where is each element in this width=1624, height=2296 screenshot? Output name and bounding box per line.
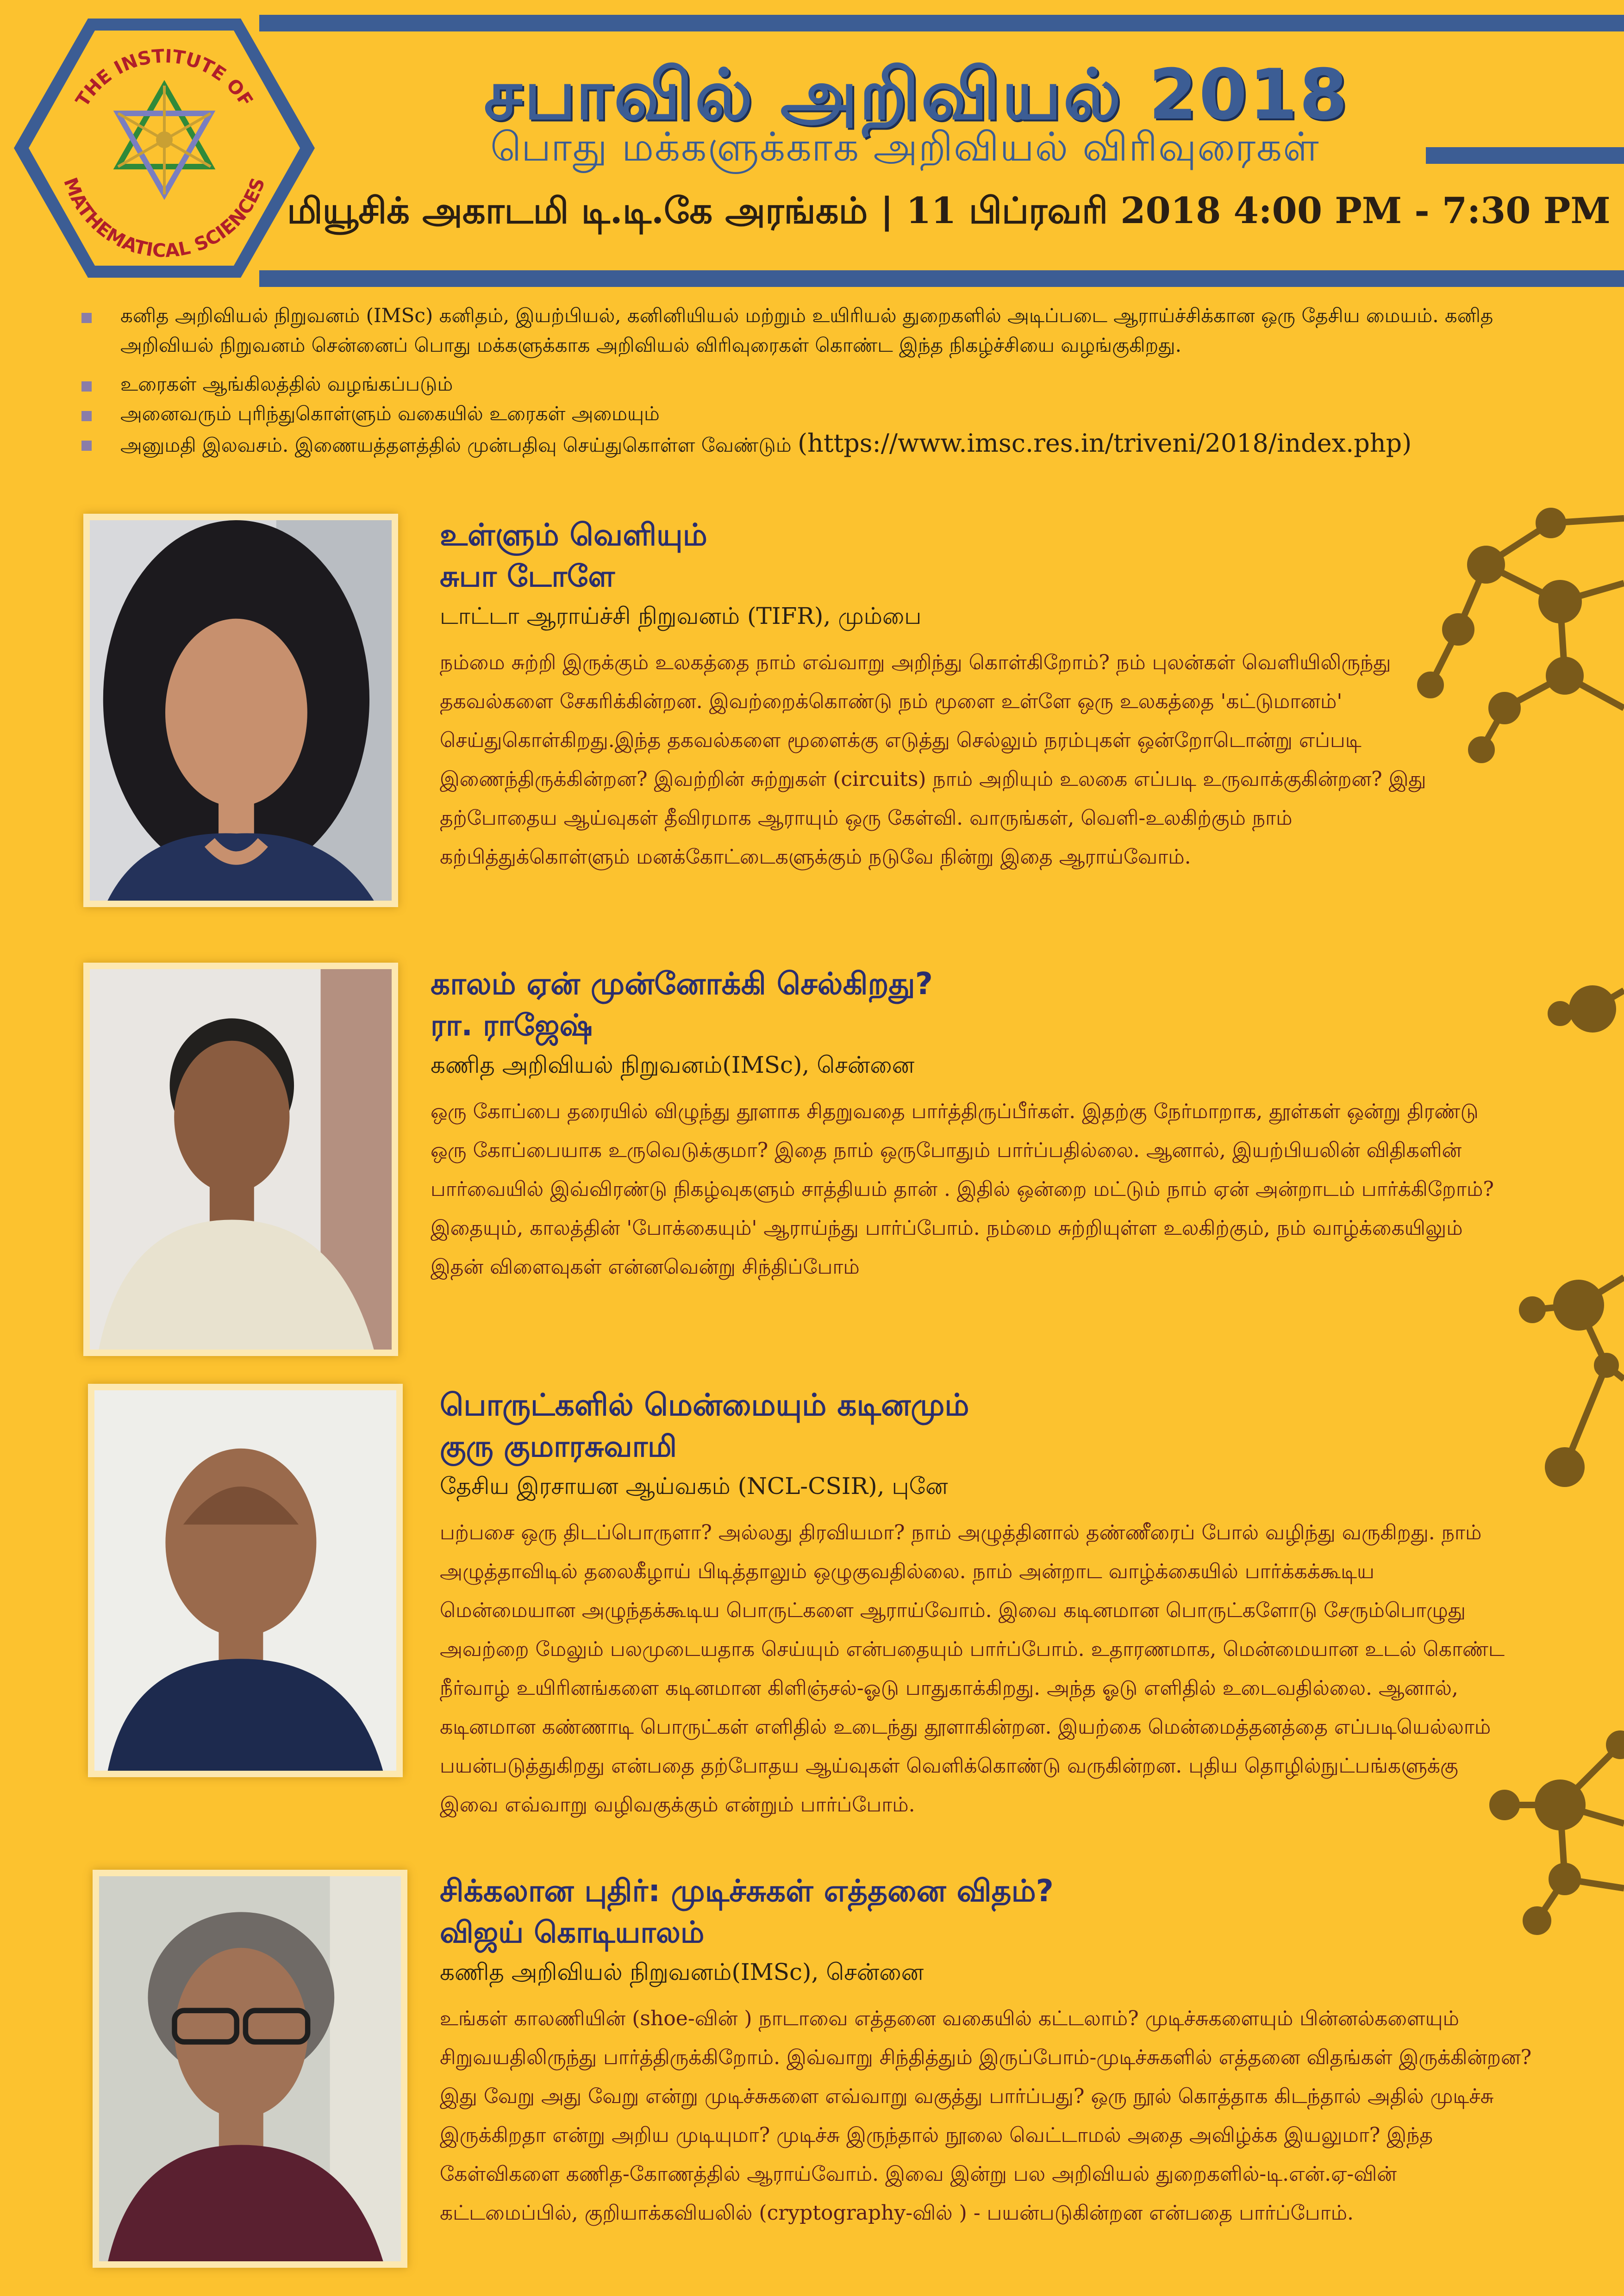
page-title: சபாவில் அறிவியல் 2018: [484, 55, 1349, 135]
header-title-stripe: [1426, 147, 1624, 164]
talk-title: உள்ளும் வெளியும்: [440, 517, 707, 553]
speaker-photo: [93, 1870, 407, 2268]
talk-title: பொருட்களில் மென்மையும் கடினமும்: [440, 1387, 969, 1423]
intro-bullet: கனித அறிவியல் நிறுவனம் (IMSc) கனிதம், இயற்பியல், கனினியியல் மற்றும் உயிரியல் துறைகளில் அடிப்படை ஆராய்ச்சிக்கான ஒரு தேசிய மையம். கனித அறிவியல் நிறுவனம் சென்னைப் பொது மக்களுக்காக அறிவியல் விரிவுரைகள் கொண்ட இந்த நிகழ்ச்சியை வழங்குகிறது.: [79, 301, 1560, 360]
molecule-decoration-icon: [1546, 963, 1624, 1055]
intro-bullets: [79, 301, 1560, 460]
speaker-photo: [88, 1384, 403, 1777]
bullet-square-icon: [81, 313, 92, 323]
page-subtitle: பொது மக்களுக்காக அறிவியல் விரிவுரைகள்: [490, 124, 1320, 170]
talk-text: [440, 1870, 1532, 2233]
intro-bullet: உரைகள் ஆங்கிலத்தில் வழங்கப்படும்: [79, 369, 1560, 399]
talk-text: [431, 963, 1495, 1287]
speaker-affiliation: தேசிய இரசாயன ஆய்வகம் (NCL-CSIR), புனே: [440, 1473, 948, 1500]
talk-abstract: ஒரு கோப்பை தரையில் விழுந்து தூளாக சிதறுவதை பார்த்திருப்பீர்கள். இதற்கு நேர்மாறாக, தூள்கள் ஒன்று திரண்டு ஒரு கோப்பையாக உருவெடுக்குமா? இதை நாம் ஒருபோதும் பார்ப்பதில்லை. ஆனால், இயற்பியலின் விதிகளின் பார்வையில் இவ்விரண்டு நிகழ்வுகளும் சாத்தியம் தான் . இதில் ஒன்றை மட்டும் நாம் ஏன் அன்றாடம் பார்க்கிறோம்? இதையும், காலத்தின் 'போக்கையும்' ஆராய்ந்து பார்ப்போம். நம்மை சுற்றியுள்ள உலகிற்கும், நம் வாழ்க்கையிலும் இதன் விளைவுகள் என்னவென்று சிந்திப்போம்: [431, 1100, 1494, 1279]
speaker-affiliation: கணித அறிவியல் நிறுவனம்(IMSc), சென்னை: [440, 1959, 924, 1985]
talk-title: காலம் ஏன் முன்னோக்கி செல்கிறது?: [431, 966, 933, 1002]
talk-text: [440, 1384, 1505, 1824]
intro-bullet: அனைவரும் புரிந்துகொள்ளும் வகையில் உரைகள் அமையும்: [79, 399, 1560, 429]
talk-title: சிக்கலான புதிர்: முடிச்சுகள் எத்தனை விதம்?: [440, 1873, 1054, 1909]
registration-link[interactable]: (https://www.imsc.res.in/triveni/2018/index.php): [797, 429, 1412, 458]
speaker-name: குரு குமாரசுவாமி: [440, 1430, 677, 1464]
speaker-portrait-image: [90, 969, 392, 1350]
talk-abstract: பற்பசை ஒரு திடப்பொருளா? அல்லது திரவியமா? நாம் அழுத்தினால் தண்ணீரைப் போல் வழிந்து வருகிறது. நாம் அழுத்தாவிடில் தலைகீழாய் பிடித்தாலும் ஒழுகுவதில்லை. நாம் அன்றாட வாழ்க்கையில் பார்க்கக்கூடிய மென்மையான அழுந்தக்கூடிய பொருட்களை ஆராய்வோம். இவை கடினமான பொருட்களோடு சேரும்பொழுது அவற்றை மேலும் பலமுடையதாக செய்யும் என்பதையும் பார்ப்போம். உதாரணமாக, மென்மையான உடல் கொண்ட நீர்வாழ் உயிரினங்களை கடினமான கிளிஞ்சல்-ஓடு பாதுகாக்கிறது. அந்த ஓடு எளிதில் உடைவதில்லை. ஆனால், கடினமான கண்ணாடி பொருட்கள் எளிதில் உடைந்து தூளாகின்றன. இயற்கை மென்மைத்தனத்தை எப்படியெல்லாம் பயன்படுத்துகிறது என்பதை தற்போதய ஆய்வுகள் வெளிக்கொண்டு வருகின்றன. புதிய தொழில்நுட்பங்களுக்கு இவை எவ்வாறு வழிவகுக்கும் என்றும் பார்ப்போம்.: [440, 1521, 1505, 1817]
speaker-name: ரா. ராஜேஷ்: [431, 1008, 593, 1043]
talk-abstract: உங்கள் காலணியின் (shoe-வின் ) நாடாவை எத்தனை வகையில் கட்டலாம்? முடிச்சுகளையும் பின்னல்களையும் சிறுவயதிலிருந்து பார்த்திருக்கிறோம். இவ்வாறு சிந்தித்தும் இருப்போம்-முடிச்சுகளில் எத்தனை விதங்கள் இருக்கின்றன? இது வேறு அது வேறு என்று முடிச்சுகளை எவ்வாறு வகுத்து பார்ப்பது? ஒரு நூல் கொத்தாக கிடந்தால் அதில் முடிச்சு இருக்கிறதா என்று அறிய முடியுமா? முடிச்சு இருந்தால் நூலை வெட்டாமல் அதை அவிழ்க்க இயலுமா? இந்த கேள்விகளை கணித-கோணத்தில் ஆராய்வோம். இவை இன்று பல அறிவியல் துறைகளில்-டி.என்.ஏ-வின் கட்டமைப்பில், குறியாக்கவியலில் (cryptography-வில் ) - பயன்படுகின்றன என்பதை பார்ப்போம்.: [440, 2007, 1532, 2225]
registration-text: அனுமதி இலவசம். இணையத்தளத்தில் முன்பதிவு செய்துகொள்ள வேண்டும்: [120, 434, 792, 456]
institute-logo: [0, 0, 319, 296]
speaker-name: விஜய் கொடியாலம்: [440, 1916, 705, 1950]
speaker-portrait-image: [99, 1876, 401, 2261]
bullet-square-icon: [81, 441, 92, 451]
svg-text:MATHEMATICAL SCIENCES: MATHEMATICAL SCIENCES: [59, 174, 269, 262]
header-top-stripe: [259, 15, 1624, 31]
speaker-photo: [83, 963, 398, 1356]
talk-text: [440, 514, 1477, 877]
venue-date-time: மியூசிக் அகாடமி டி.டி.கே அரங்கம் | 11 பிப்ரவரி 2018 4:00 PM - 7:30 PM: [287, 190, 1611, 232]
speaker-photo: [83, 514, 398, 907]
header-bottom-stripe: [259, 270, 1624, 287]
speaker-affiliation: டாட்டா ஆராய்ச்சி நிறுவனம் (TIFR), மும்பை: [440, 603, 922, 629]
bullet-square-icon: [81, 381, 92, 392]
molecule-decoration-icon: [1514, 1259, 1624, 1509]
bullet-square-icon: [81, 411, 92, 421]
talk-abstract: நம்மை சுற்றி இருக்கும் உலகத்தை நாம் எவ்வாறு அறிந்து கொள்கிறோம்? நம் புலன்கள் வெளியிலிருந்து தகவல்களை சேகரிக்கின்றன. இவற்றைக்கொண்டு நம் மூளை உள்ளே ஒரு உலகத்தை 'கட்டுமானம்' செய்துகொள்கிறது.இந்த தகவல்களை மூளைக்கு எடுத்து செல்லும் நரம்புகள் ஒன்றோடொன்று எப்படி இணைந்திருக்கின்றன? இவற்றின் சுற்றுகள் (circuits) நாம் அறியும் உலகை எப்படி உருவாக்குகின்றன? இது தற்போதைய ஆய்வுகள் தீவிரமாக ஆராயும் ஒரு கேள்வி. வாருங்கள், வெளி-உலகிற்கும் நாம் கற்பித்துக்கொள்ளும் மனக்கோட்டைகளுக்கும் நடுவே நின்று இதை ஆராய்வோம்.: [440, 651, 1426, 869]
speaker-portrait-image: [94, 1390, 396, 1771]
intro-bullet-registration: [79, 429, 1560, 460]
speaker-portrait-image: [90, 520, 392, 901]
speaker-affiliation: கணித அறிவியல் நிறுவனம்(IMSc), சென்னை: [431, 1052, 915, 1078]
speaker-name: சுபா டோளே: [440, 560, 615, 594]
svg-text:THE INSTITUTE OF: THE INSTITUTE OF: [72, 45, 257, 111]
